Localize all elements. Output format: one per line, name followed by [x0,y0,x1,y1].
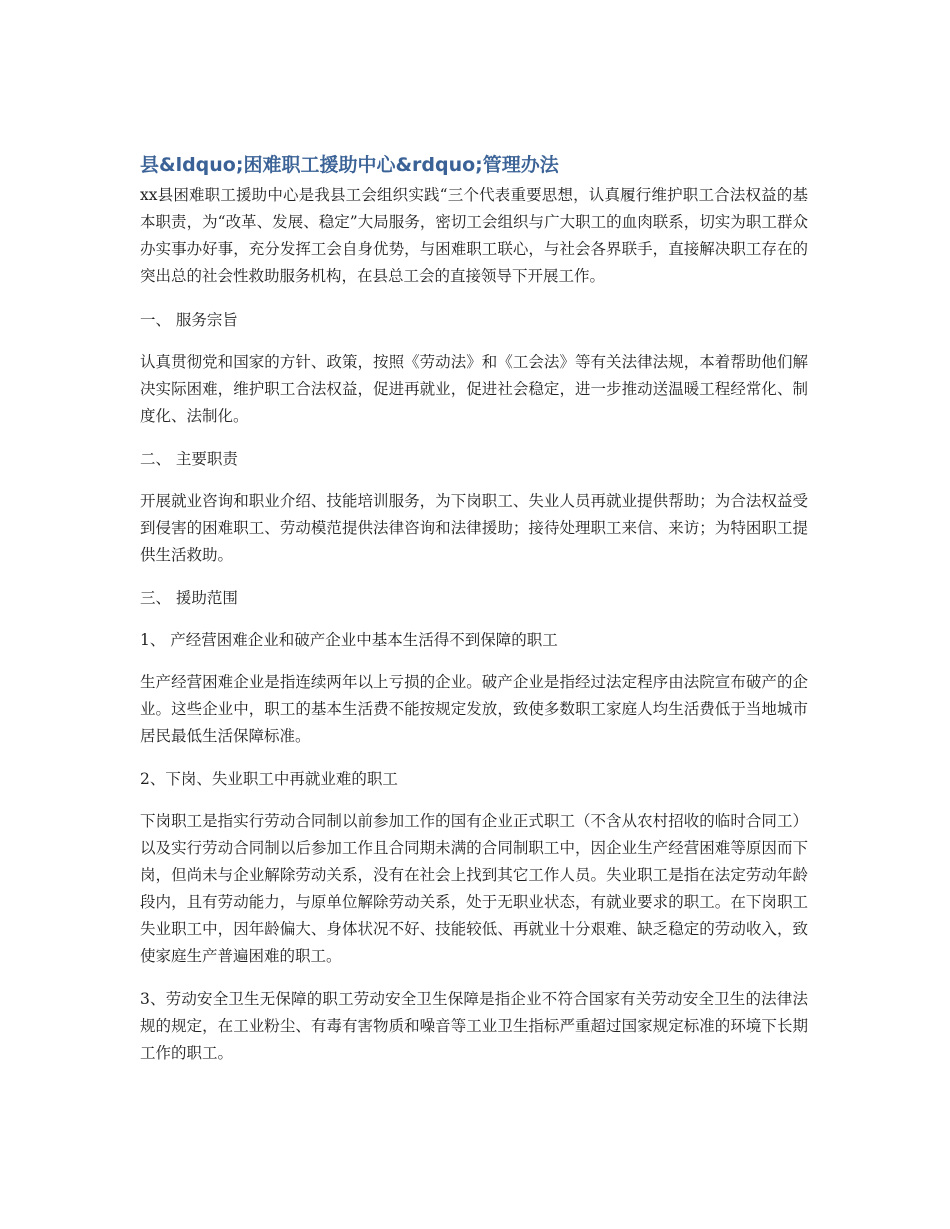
intro-paragraph: xx县困难职工援助中心是我县工会组织实践“三个代表重要思想，认真履行维护职工合法权益的基本职责，为“改革、发展、稳定”大局服务，密切工会组织与广大职工的血肉联系，切实为职工群众办实事办好事，充分发挥工会自身优势，与困难职工联心，与社会各界联手，直接解决职工存在的突出总的社会性救助服务机构，在县总工会的直接领导下开展工作。 [140,186,808,285]
scope-item-1-body: 生产经营困难企业是指连续两年以上亏损的企业。破产企业是指经过法定程序由法院宣布破产的企业。这些企业中，职工的基本生活费不能按规定发放，致使多数职工家庭人均生活费低于当地城市居民最低生活保障标准。 [140,673,808,745]
section-body-service-purpose: 认真贯彻党和国家的方针、政策，按照《劳动法》和《工会法》等有关法律法规，本着帮助他们解决实际困难，维护职工合法权益，促进再就业，促进社会稳定，进一步推动送温暖工程经常化、制度化、法制化。 [140,353,808,425]
section-body-main-duties: 开展就业咨询和职业介绍、技能培训服务，为下岗职工、失业人员再就业提供帮助；为合法权益受到侵害的困难职工、劳动模范提供法律咨询和法律援助；接待处理职工来信、来访；为特困职工提供生活救助。 [140,492,808,564]
scope-item-3-paragraph: 3、劳动安全卫生无保障的职工劳动安全卫生保障是指企业不符合国家有关劳动安全卫生的法律法规的规定，在工业粉尘、有毒有害物质和噪音等工业卫生指标严重超过国家规定标准的环境下长期工作的职工。 [140,990,808,1062]
section-heading-service-purpose: 一、 服务宗旨 [140,311,238,329]
scope-item-2-body: 下岗职工是指实行劳动合同制以前参加工作的国有企业正式职工（不含从农村招收的临时合同工）以及实行劳动合同制以后参加工作且合同期未满的合同制职工中，因企业生产经营困难等原因而下岗，但尚未与企业解除劳动关系，没有在社会上找到其它工作人员。失业职工是指在法定劳动年龄段内，且有劳动能力，与原单位解除劳动关系，处于无职业状态，有就业要求的职工。在下岗职工失业职工中，因年龄偏大、身体状况不好、技能较低、再就业十分艰难、缺乏稳定的劳动收入，致使家庭生产普遍困难的职工。 [140,812,808,965]
document-title: 县&ldquo;困难职工援助中心&rdquo;管理办法 [140,154,559,176]
scope-item-1-heading: 1、 产经营困难企业和破产企业中基本生活得不到保障的职工 [140,631,558,649]
document-page [140,150,808,1083]
section-heading-assistance-scope: 三、 援助范围 [140,589,238,607]
scope-item-2-heading: 2、下岗、失业职工中再就业难的职工 [140,770,398,788]
section-heading-main-duties: 二、 主要职责 [140,450,238,468]
